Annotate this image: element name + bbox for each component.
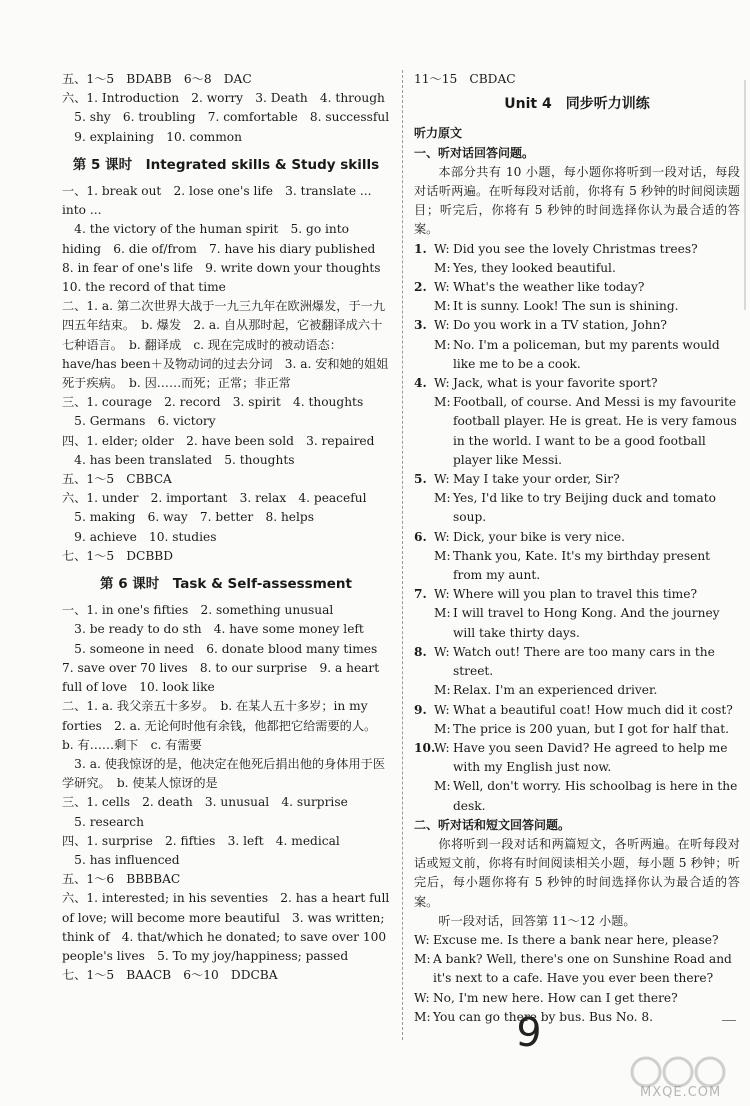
speaker-label: W: xyxy=(434,587,450,602)
dialogue-list xyxy=(414,240,740,816)
speaker-label: M: xyxy=(434,260,451,275)
listening-original-heading: 听力原文 xyxy=(414,126,463,141)
dialogue-line xyxy=(414,604,740,642)
dialogue-line xyxy=(414,739,740,777)
dialogue-text: What a beautiful coat! How much did it cost? xyxy=(453,702,733,717)
answer-line: 3. a. 使我惊讶的是，他决定在他死后捐出他的身体用于医学研究。 b. 使某人惊讶的是 xyxy=(62,756,386,791)
dialogue-line xyxy=(414,297,740,316)
dialogue-text: Yes, they looked beautiful. xyxy=(453,260,616,275)
section2-title: 二、听对话和短文回答问题。 xyxy=(414,817,571,832)
dialogue-number: 5. xyxy=(414,472,427,487)
speaker-label: W: xyxy=(434,241,450,256)
answer-line: 六、1. interested; in his seventies 2. has a heart full of love; will become more beautiful 3. was written; think of 4. that/which he donated; to save over 100 people's lives 5. To my joy/happiness; passed xyxy=(62,891,390,963)
dialogue-text: What's the weather like today? xyxy=(453,280,645,295)
dialogue-text: Yes, I'd like to try Beijing duck and tomato soup. xyxy=(453,491,716,525)
conversation-line xyxy=(414,950,740,988)
dialogue-text: Where will you plan to travel this time? xyxy=(453,587,697,602)
speaker-label: M: xyxy=(414,1009,431,1024)
dialogue-number: 3. xyxy=(414,318,427,333)
speaker-label: W: xyxy=(434,280,450,295)
dialogue-number: 7. xyxy=(414,587,427,602)
answer-line: 5. has influenced xyxy=(62,852,180,867)
page-number: 9 xyxy=(514,1009,544,1057)
dialogue-line xyxy=(414,701,740,720)
dialogue-text: The price is 200 yuan, but I got for half that. xyxy=(453,721,730,736)
answer-line: 一、1. break out 2. lose one's life 3. translate ... into ... xyxy=(62,184,372,218)
speaker-label: M: xyxy=(434,337,451,352)
section1-title: 一、听对话回答问题。 xyxy=(414,145,535,160)
dialogue-text: Football, of course. And Messi is my favourite football player. He is great. He is very famous in the world. I want to be a good football player like Messi. xyxy=(453,395,737,467)
section2-intro: 你将听到一段对话和两篇短文，各听两遍。在听每段对话或短文前，你将有时间阅读相关小题，每小题 5 秒钟；听完后，每小题你将有 5 秒钟的时间选择你认为最合适的答案。 xyxy=(414,836,740,909)
dialogue-text: I will travel to Hong Kong. And the journey will take thirty days. xyxy=(453,606,720,640)
corner-dash xyxy=(722,1020,736,1021)
speaker-label: M: xyxy=(434,491,451,506)
dialogue-line xyxy=(414,643,740,681)
conversation-text: A bank? Well, there's one on Sunshine Road and it's next to a cafe. Have you ever been there? xyxy=(433,952,732,986)
dialogue-text: Did you see the lovely Christmas trees? xyxy=(453,241,698,256)
speaker-label: M: xyxy=(414,952,431,967)
speaker-label: W: xyxy=(414,990,430,1005)
answer-line: 四、1. surprise 2. fifties 3. left 4. medical xyxy=(62,833,340,848)
dialogue-text: Have you seen David? He agreed to help me with my English just now. xyxy=(453,740,728,775)
watermark-text: MXQE.COM xyxy=(640,1085,722,1100)
answer-line: 9. achieve 10. studies xyxy=(62,529,217,544)
answer-line: 二、1. a. 第二次世界大战于一九三九年在欧洲爆发，于一九四五年结束。 b. 爆发 2. a. 自从那时起，它被翻译成六十七种语言。 b. 翻译成 c. 现在完成时的被动语态：have/has been＋及物动词的过去分词 3. a. 安和她的姐姐死于疾病。 b. 因……而死；正常；非正常 xyxy=(62,299,389,391)
dialogue-text: No. I'm a policeman, but my parents would like me to be a cook. xyxy=(453,337,720,371)
speaker-label: W: xyxy=(434,644,450,659)
answer-line: 3. be ready to do sth 4. have some money left xyxy=(62,622,364,637)
right-column xyxy=(414,70,740,1027)
answer-line: 二、1. a. 我父亲五十多岁。 b. 在某人五十多岁；in my forties 2. a. 无论何时他有余钱，他都把它给需要的人。 b. 有……剩下 c. 有需要 xyxy=(62,699,383,752)
dialogue-line xyxy=(414,316,740,335)
speaker-label: W: xyxy=(434,529,450,544)
dialogue-text: Watch out! There are too many cars in the street. xyxy=(453,644,715,679)
dialogue-line xyxy=(414,585,740,604)
speaker-label: M: xyxy=(434,721,451,736)
dialogue-line xyxy=(414,681,740,700)
answer-line: 七、1～5 DCBBD xyxy=(62,548,174,563)
lesson6-answers xyxy=(62,601,390,985)
dialogue-line xyxy=(414,259,740,278)
speaker-label: W: xyxy=(434,376,450,391)
answer-line: 5. making 6. way 7. better 8. helps xyxy=(62,510,314,525)
dialogue-text: Relax. I'm an experienced driver. xyxy=(453,683,658,698)
speaker-label: W: xyxy=(434,318,450,333)
conversation-text: You can go there by bus. Bus No. 8. xyxy=(433,1009,654,1024)
answer-line: 五、1～6 BBBBAC xyxy=(62,872,181,887)
dialogue-number: 6. xyxy=(414,529,427,544)
answer-line: 七、1～5 BAACB 6～10 DDCBA xyxy=(62,968,278,983)
dialogue-number: 1. xyxy=(414,241,427,256)
dialogue-line xyxy=(414,470,740,489)
lesson5-title: 第 5 课时 Integrated skills & Study skills xyxy=(72,156,380,173)
page-edge-shadow xyxy=(744,80,746,310)
section1-intro: 本部分共有 10 小题，每小题你将听到一段对话，每段对话听两遍。在听每段对话前，你将有 5 秒钟的时间阅读题目；听完后，你将有 5 秒钟的时间选择你认为最合适的答案。 xyxy=(414,164,740,237)
answer-line: 5. Germans 6. victory xyxy=(62,414,216,429)
answers-previous-lesson xyxy=(62,70,390,147)
left-column xyxy=(62,70,393,985)
lesson5-answers xyxy=(62,182,393,566)
answer-line: 9. explaining 10. common xyxy=(62,129,242,144)
dialogue-number: 9. xyxy=(414,702,427,717)
dialogue-number: 8. xyxy=(414,644,427,659)
answer-line: 五、1～5 BDABB 6～8 DAC xyxy=(62,72,252,86)
dialogue-text: Jack, what is your favorite sport? xyxy=(453,376,658,391)
dialogue-number: 10. xyxy=(414,740,436,755)
dialogue-text: It is sunny. Look! The sun is shining. xyxy=(453,299,679,314)
dialogue-line xyxy=(414,489,740,527)
answer-line: 六、1. under 2. important 3. relax 4. peaceful xyxy=(62,491,367,506)
conversation-line xyxy=(414,1008,740,1027)
answer-line: 三、1. cells 2. death 3. unusual 4. surprise xyxy=(62,795,348,810)
dialogue-text: Do you work in a TV station, John? xyxy=(453,318,667,333)
dialogue-line xyxy=(414,528,740,547)
conversation-text: Excuse me. Is there a bank near here, please? xyxy=(433,932,719,947)
answer-line: 4. the victory of the human spirit 5. go into hiding 6. die of/from 7. have his diary published 8. in fear of one's life 9. write down your thoughts 10. the record of that time xyxy=(62,222,393,295)
answer-line: 四、1. elder; older 2. have been sold 3. repaired xyxy=(62,433,375,448)
answer-line: 三、1. courage 2. record 3. spirit 4. thoughts xyxy=(62,395,364,410)
speaker-label: M: xyxy=(434,395,451,410)
dialogue-line xyxy=(414,336,740,374)
conversation-text: No, I'm new here. How can I get there? xyxy=(433,990,678,1005)
answer-line: 5. research xyxy=(62,814,144,829)
answer-line: 一、1. in one's fifties 2. something unusual xyxy=(62,603,334,618)
dialogue-text: Well, don't worry. His schoolbag is here in the desk. xyxy=(453,779,738,813)
dialogue-text: May I take your order, Sir? xyxy=(453,472,620,487)
speaker-label: M: xyxy=(434,779,451,794)
speaker-label: W: xyxy=(434,702,450,717)
answer-line: 5. someone in need 6. donate blood many times 7. save over 70 lives 8. to our surprise 9. a heart full of love 10. look like xyxy=(62,641,390,695)
speaker-label: W: xyxy=(414,932,430,947)
dialogue-line xyxy=(414,374,740,393)
speaker-label: W: xyxy=(434,740,450,755)
conversation xyxy=(414,931,740,1027)
dialogue-line xyxy=(414,720,740,739)
dialogue-line xyxy=(414,240,740,259)
answers-11-15: 11～15 CBDAC xyxy=(414,72,516,86)
section2-subtitle: 听一段对话，回答第 11～12 小题。 xyxy=(438,913,636,928)
dialogue-line xyxy=(414,547,740,585)
unit-title: Unit 4 同步听力训练 xyxy=(504,96,650,113)
speaker-label: M: xyxy=(434,548,451,563)
answer-line: 5. shy 6. troubling 7. comfortable 8. successful xyxy=(62,110,390,125)
speaker-label: M: xyxy=(434,606,451,621)
conversation-line xyxy=(414,989,740,1008)
dialogue-line xyxy=(414,777,740,815)
dialogue-number: 4. xyxy=(414,376,427,391)
answer-line: 五、1～5 CBBCA xyxy=(62,472,172,487)
speaker-label: M: xyxy=(434,683,451,698)
lesson6-title: 第 6 课时 Task & Self-assessment xyxy=(100,576,352,593)
dialogue-line xyxy=(414,278,740,297)
dialogue-text: Thank you, Kate. It's my birthday present from my aunt. xyxy=(453,548,711,583)
speaker-label: W: xyxy=(434,472,450,487)
dialogue-line xyxy=(414,393,740,470)
answer-line: 六、1. Introduction 2. worry 3. Death 4. through xyxy=(62,91,385,106)
column-divider xyxy=(402,70,403,1040)
dialogue-text: Dick, your bike is very nice. xyxy=(453,529,625,544)
dialogue-number: 2. xyxy=(414,280,427,295)
answer-line: 4. has been translated 5. thoughts xyxy=(62,452,295,467)
conversation-line xyxy=(414,931,740,950)
speaker-label: M: xyxy=(434,299,451,314)
